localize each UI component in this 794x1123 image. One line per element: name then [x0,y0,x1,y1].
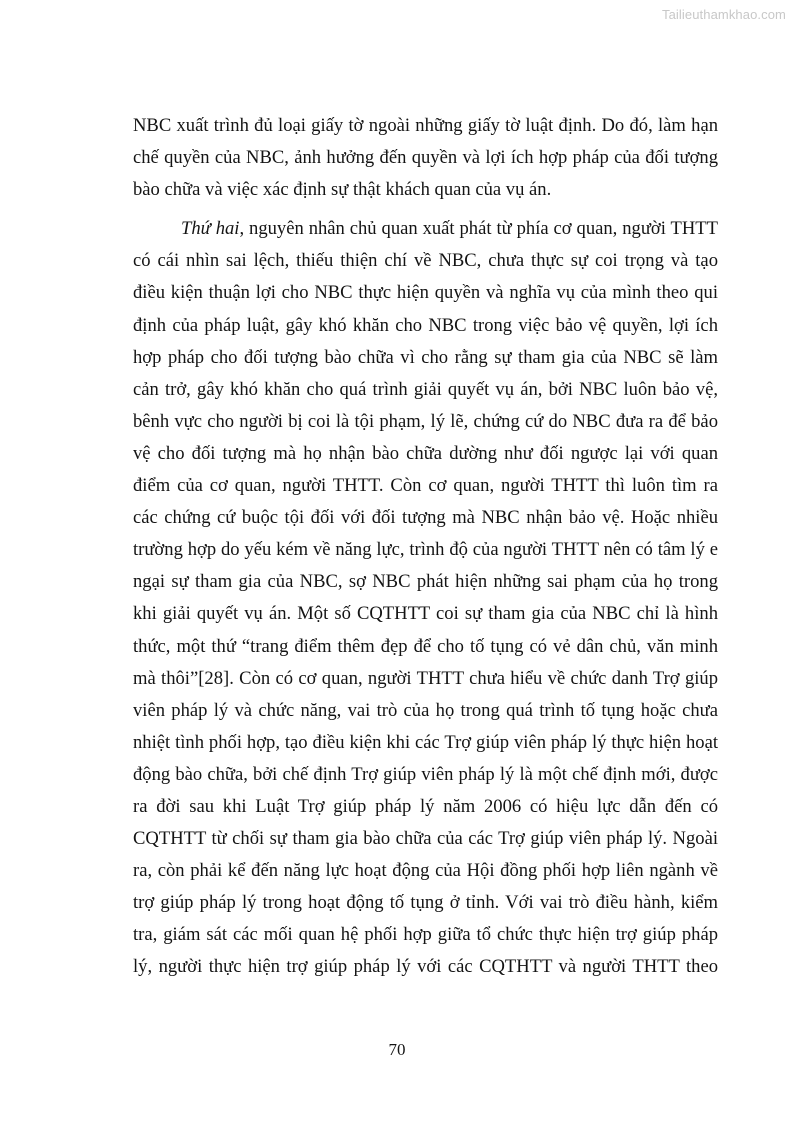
body-text [133,110,718,984]
text-line: trường hợp do yếu kém về năng lực, trình độ của người THTT nên có tâm lý e [133,539,718,561]
text-line: định của pháp luật, gây khó khăn cho NBC trong việc bảo vệ quyền, lợi ích [133,314,718,336]
text-line: có cái nhìn sai lệch, thiếu thiện chí về NBC, chưa thực sự coi trọng và tạo [133,250,718,272]
text-line: điểm của cơ quan, người THTT. Còn cơ quan, người THTT thì luôn tìm ra [133,475,718,497]
text-line: nhiệt tình phối hợp, tạo điều kiện khi các Trợ giúp viên pháp lý thực hiện hoạt [133,731,718,753]
text-line: lý, người thực hiện trợ giúp pháp lý với các CQTHTT và người THTT theo [133,956,718,978]
lead-italic: Thứ hai [181,218,240,240]
lead-rest: , nguyên nhân chủ quan xuất phát từ phía cơ quan, người THTT [239,218,719,240]
paragraph-1 [133,110,718,206]
text-line: động bào chữa, bởi chế định Trợ giúp viên pháp lý là một chế định mới, được [133,763,718,785]
paragraph-2 [133,213,718,983]
text-line: ngại sự tham gia của NBC, sợ NBC phát hiện những sai phạm của họ trong [133,571,718,593]
text-line: các chứng cứ buộc tội đối với đối tượng mà NBC nhận bảo vệ. Hoặc nhiều [133,507,718,529]
text-line: điều kiện thuận lợi cho NBC thực hiện quyền và nghĩa vụ của mình theo qui [133,282,718,304]
text-line: CQTHTT từ chối sự tham gia bào chữa của các Trợ giúp viên pháp lý. Ngoài [133,828,718,850]
text-line: chế quyền của NBC, ảnh hưởng đến quyền và lợi ích hợp pháp của đối tượng [133,147,718,169]
text-line: hợp pháp cho đối tượng bào chữa vì cho rằng sự tham gia của NBC sẽ làm [133,346,718,368]
text-line: bênh vực cho người bị coi là tội phạm, lý lẽ, chứng cứ do NBC đưa ra để bảo [133,410,718,432]
text-line: bào chữa và việc xác định sự thật khách quan của vụ án. [133,179,552,201]
text-line: viên pháp lý và chức năng, vai trò của họ trong quá trình tố tụng hoặc chưa [133,699,718,721]
text-line: cản trở, gây khó khăn cho quá trình giải quyết vụ án, bởi NBC luôn bảo vệ, [133,378,718,400]
text-line: ra, còn phải kể đến năng lực hoạt động của Hội đồng phối hợp liên ngành về [133,860,718,882]
watermark-text: Tailieuthamkhao.com [661,7,786,22]
text-line: trợ giúp pháp lý trong hoạt động tố tụng ở tỉnh. Với vai trò điều hành, kiểm [133,892,718,914]
text-line: khi giải quyết vụ án. Một số CQTHTT coi sự tham gia của NBC chỉ là hình [133,603,718,625]
text-line: vệ cho đối tượng mà họ nhận bào chữa dường như đối ngược lại với quan [133,442,718,464]
page-number: 70 [388,1040,406,1059]
text-line: thức, một thứ “trang điểm thêm đẹp để cho tố tụng có vẻ dân chủ, văn minh [133,635,718,657]
text-line: ra đời sau khi Luật Trợ giúp pháp lý năm 2006 có hiệu lực dẫn đến có [133,795,718,817]
paragraph-gap [133,206,718,213]
text-line-lead [133,213,718,245]
text-line: NBC xuất trình đủ loại giấy tờ ngoài những giấy tờ luật định. Do đó, làm hạn [133,115,718,136]
text-line: mà thôi”[28]. Còn có cơ quan, người THTT chưa hiểu về chức danh Trợ giúp [133,667,718,689]
text-line: tra, giám sát các mối quan hệ phối hợp giữa tổ chức thực hiện trợ giúp pháp [133,924,718,946]
